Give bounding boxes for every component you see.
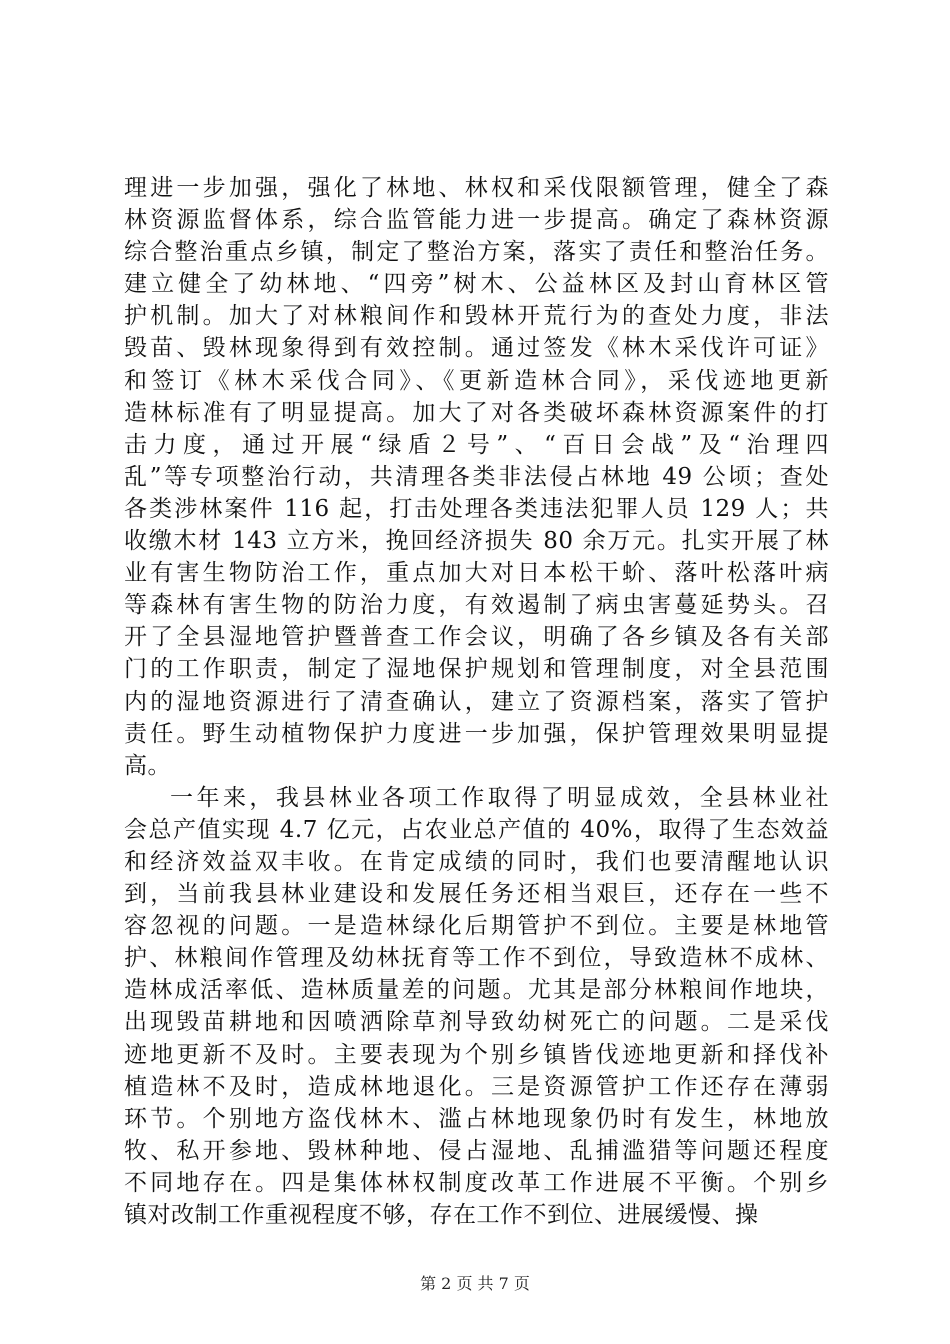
text-line: 门的工作职责，制定了湿地保护规划和管理制度，对全县范围 [124,656,829,683]
text-line: 镇对改制工作重视程度不够，存在工作不到位、进展缓慢、操 [124,1202,759,1228]
text-line: 综合整治重点乡镇，制定了整治方案，落实了责任和整治任务。 [124,239,829,266]
text-line: 建立健全了幼林地、“四旁”树木、公益林区及封山育林区管 [124,271,829,298]
text-line: 植造林不及时，造成林地退化。三是资源管护工作还存在薄弱 [124,1073,829,1100]
text-line: 容忽视的问题。一是造林绿化后期管护不到位。主要是林地管 [124,913,829,940]
text-line: 责任。野生动植物保护力度进一步加强，保护管理效果明显提 [124,720,829,747]
page-footer: 第 2 页 共 7 页 [420,1274,530,1293]
text-line: 迹地更新不及时。主要表现为个别乡镇皆伐迹地更新和择伐补 [124,1041,829,1068]
text-line: 开了全县湿地管护暨普查工作会议，明确了各乡镇及各有关部 [124,624,829,651]
text-line: 牧、私开参地、毁林种地、侵占湿地、乱捕滥猎等问题还程度 [124,1137,829,1164]
text-line: 和经济效益双丰收。在肯定成绩的同时，我们也要清醒地认识 [124,848,829,875]
text-line: 会总产值实现 4.7 亿元，占农业总产值的 40%，取得了生态效益 [124,816,829,843]
text-line: 乱”等专项整治行动，共清理各类非法侵占林地 49 公顷；查处 [124,463,829,490]
text-line: 林资源监督体系，综合监管能力进一步提高。确定了森林资源 [124,207,829,234]
text-line: 到，当前我县林业建设和发展任务还相当艰巨，还存在一些不 [124,881,829,908]
text-line: 内的湿地资源进行了清查确认，建立了资源档案，落实了管护 [124,688,829,715]
text-line: 不同地存在。四是集体林权制度改革工作进展不平衡。个别乡 [124,1169,829,1196]
text-line: 造林标准有了明显提高。加大了对各类破坏森林资源案件的打 [124,399,829,426]
text-line: 业有害生物防治工作，重点加大对日本松干蚧、落叶松落叶病 [124,560,829,587]
text-line: 护、林粮间作管理及幼林抚育等工作不到位，导致造林不成林、 [124,945,829,972]
text-line: 造林成活率低、造林质量差的问题。尤其是部分林粮间作地块， [124,977,829,1004]
text-line: 击力度，通过开展“绿盾２号”、“百日会战”及“治理四 [124,431,829,458]
text-line: 环节。个别地方盗伐林木、滥占林地现象仍时有发生，林地放 [124,1105,829,1132]
text-line: 等森林有害生物的防治力度，有效遏制了病虫害蔓延势头。召 [124,592,829,619]
text-line: 和签订《林木采伐合同》、《更新造林合同》，采伐迹地更新 [124,367,829,394]
text-line: 各类涉林案件 116 起，打击处理各类违法犯罪人员 129 人；共 [124,495,829,522]
body-text [124,172,829,1231]
text-line: 一年来，我县林业各项工作取得了明显成效，全县林业社 [170,784,829,811]
text-line: 毁苗、毁林现象得到有效控制。通过签发《林木采伐许可证》 [124,335,829,362]
text-line: 护机制。加大了对林粮间作和毁林开荒行为的查处力度，非法 [124,303,829,330]
text-line: 理进一步加强，强化了林地、林权和采伐限额管理，健全了森 [124,175,829,201]
text-line: 收缴木材 143 立方米，挽回经济损失 80 余万元。扎实开展了林 [124,528,829,555]
text-line: 高。 [124,752,171,779]
text-line: 出现毁苗耕地和因喷洒除草剂导致幼树死亡的问题。二是采伐 [124,1009,829,1036]
